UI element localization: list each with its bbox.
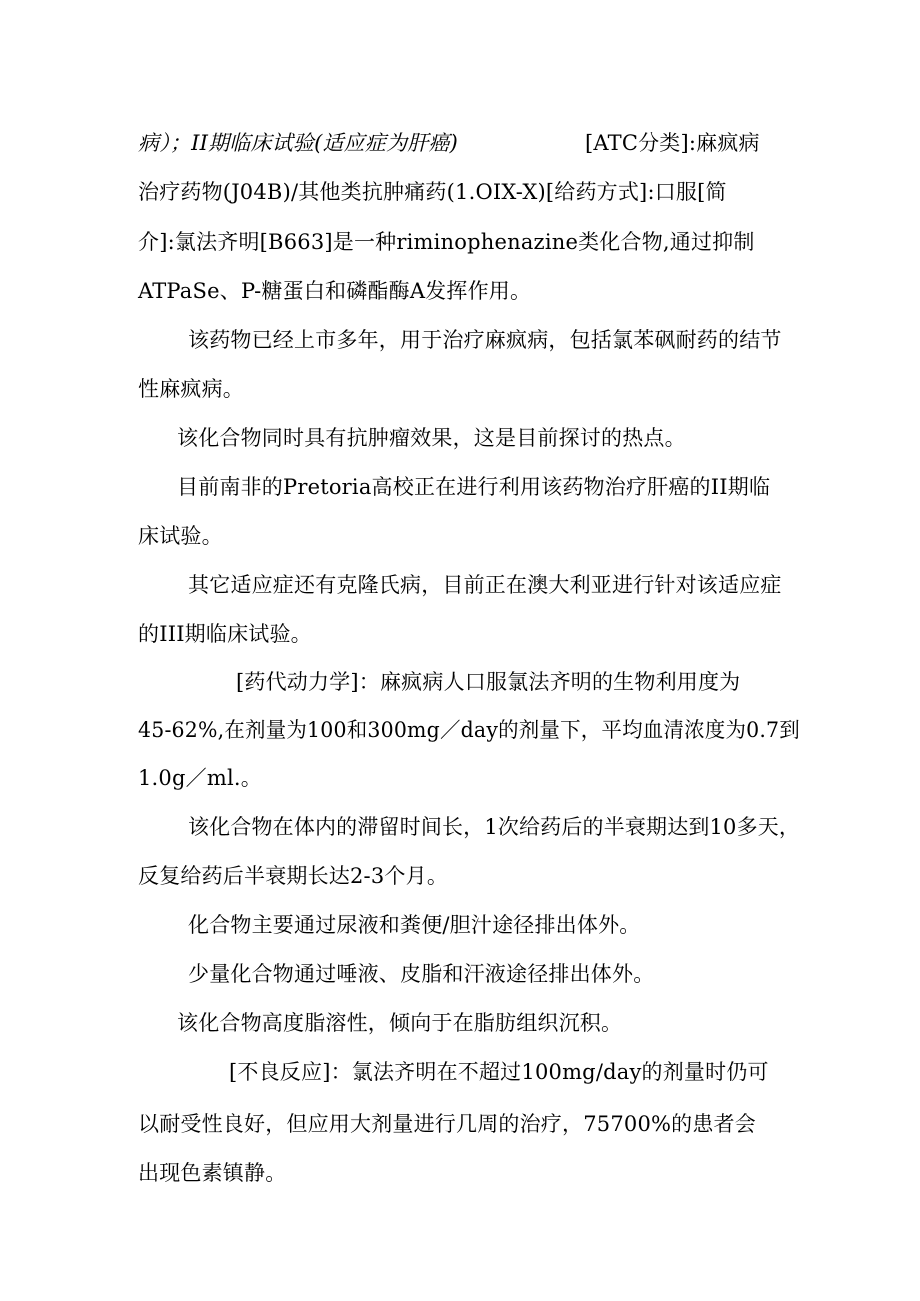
text-line-15: 该化合物在体内的滞留时间长，1次给药后的半衰期达到10多天， bbox=[188, 815, 801, 839]
text-line-11: 的III期临床试验。 bbox=[138, 622, 312, 646]
text-line-8: 目前南非的Pretoria高校正在进行利用该药物治疗肝癌的II期临 bbox=[177, 475, 771, 499]
text-line-13: 45-62%,在剂量为100和300mg／day的剂量下，平均血清浓度为0.7到 bbox=[138, 718, 800, 742]
text-line-14: 1.0g／ml.。 bbox=[138, 766, 262, 790]
text-line-2: 治疗药物(J04B)/其他类抗肿痛药(1.OIX-X)[给药方式]:口服[简 bbox=[138, 180, 727, 204]
text-line-16: 反复给药后半衰期长达2-3个月。 bbox=[138, 864, 449, 888]
text-line-1a: 病）；II期临床试验(适应症为肝癌) bbox=[138, 131, 459, 155]
text-line-3: 介]:氯法齐明[B663]是一种riminophenazine类化合物,通过抑制 bbox=[138, 230, 755, 254]
text-line-10: 其它适应症还有克隆氏病，目前正在澳大利亚进行针对该适应症 bbox=[188, 573, 782, 597]
text-line-19: 该化合物高度脂溶性，倾向于在脂肪组织沉积。 bbox=[177, 1011, 623, 1035]
text-line-12: [药代动力学]：麻疯病人口服氯法齐明的生物利用度为 bbox=[236, 670, 741, 694]
text-line-18: 少量化合物通过唾液、皮脂和汗液途径排出体外。 bbox=[188, 962, 655, 986]
text-line-4: ATPaSe、P-糖蛋白和磷酯酶Α发挥作用。 bbox=[138, 279, 532, 303]
text-line-22: 出现色素镇静。 bbox=[138, 1161, 287, 1185]
text-line-1b: [ATC分类]:麻疯病 bbox=[585, 131, 760, 155]
text-line-9: 床试验。 bbox=[138, 524, 223, 548]
text-line-5: 该药物已经上市多年，用于治疗麻疯病，包括氯苯砜耐药的结节 bbox=[188, 328, 782, 352]
text-line-6: 性麻疯病。 bbox=[138, 377, 244, 401]
text-line-21: 以耐受性良好，但应用大剂量进行几周的治疗，75700%的患者会 bbox=[138, 1112, 756, 1136]
text-line-20: [不良反应]：氯法齐明在不超过100mg/day的剂量时仍可 bbox=[229, 1060, 769, 1084]
text-line-17: 化合物主要通过尿液和粪便/胆汁途径排出体外。 bbox=[188, 913, 641, 937]
text-line-7: 该化合物同时具有抗肿瘤效果，这是目前探讨的热点。 bbox=[177, 426, 686, 450]
